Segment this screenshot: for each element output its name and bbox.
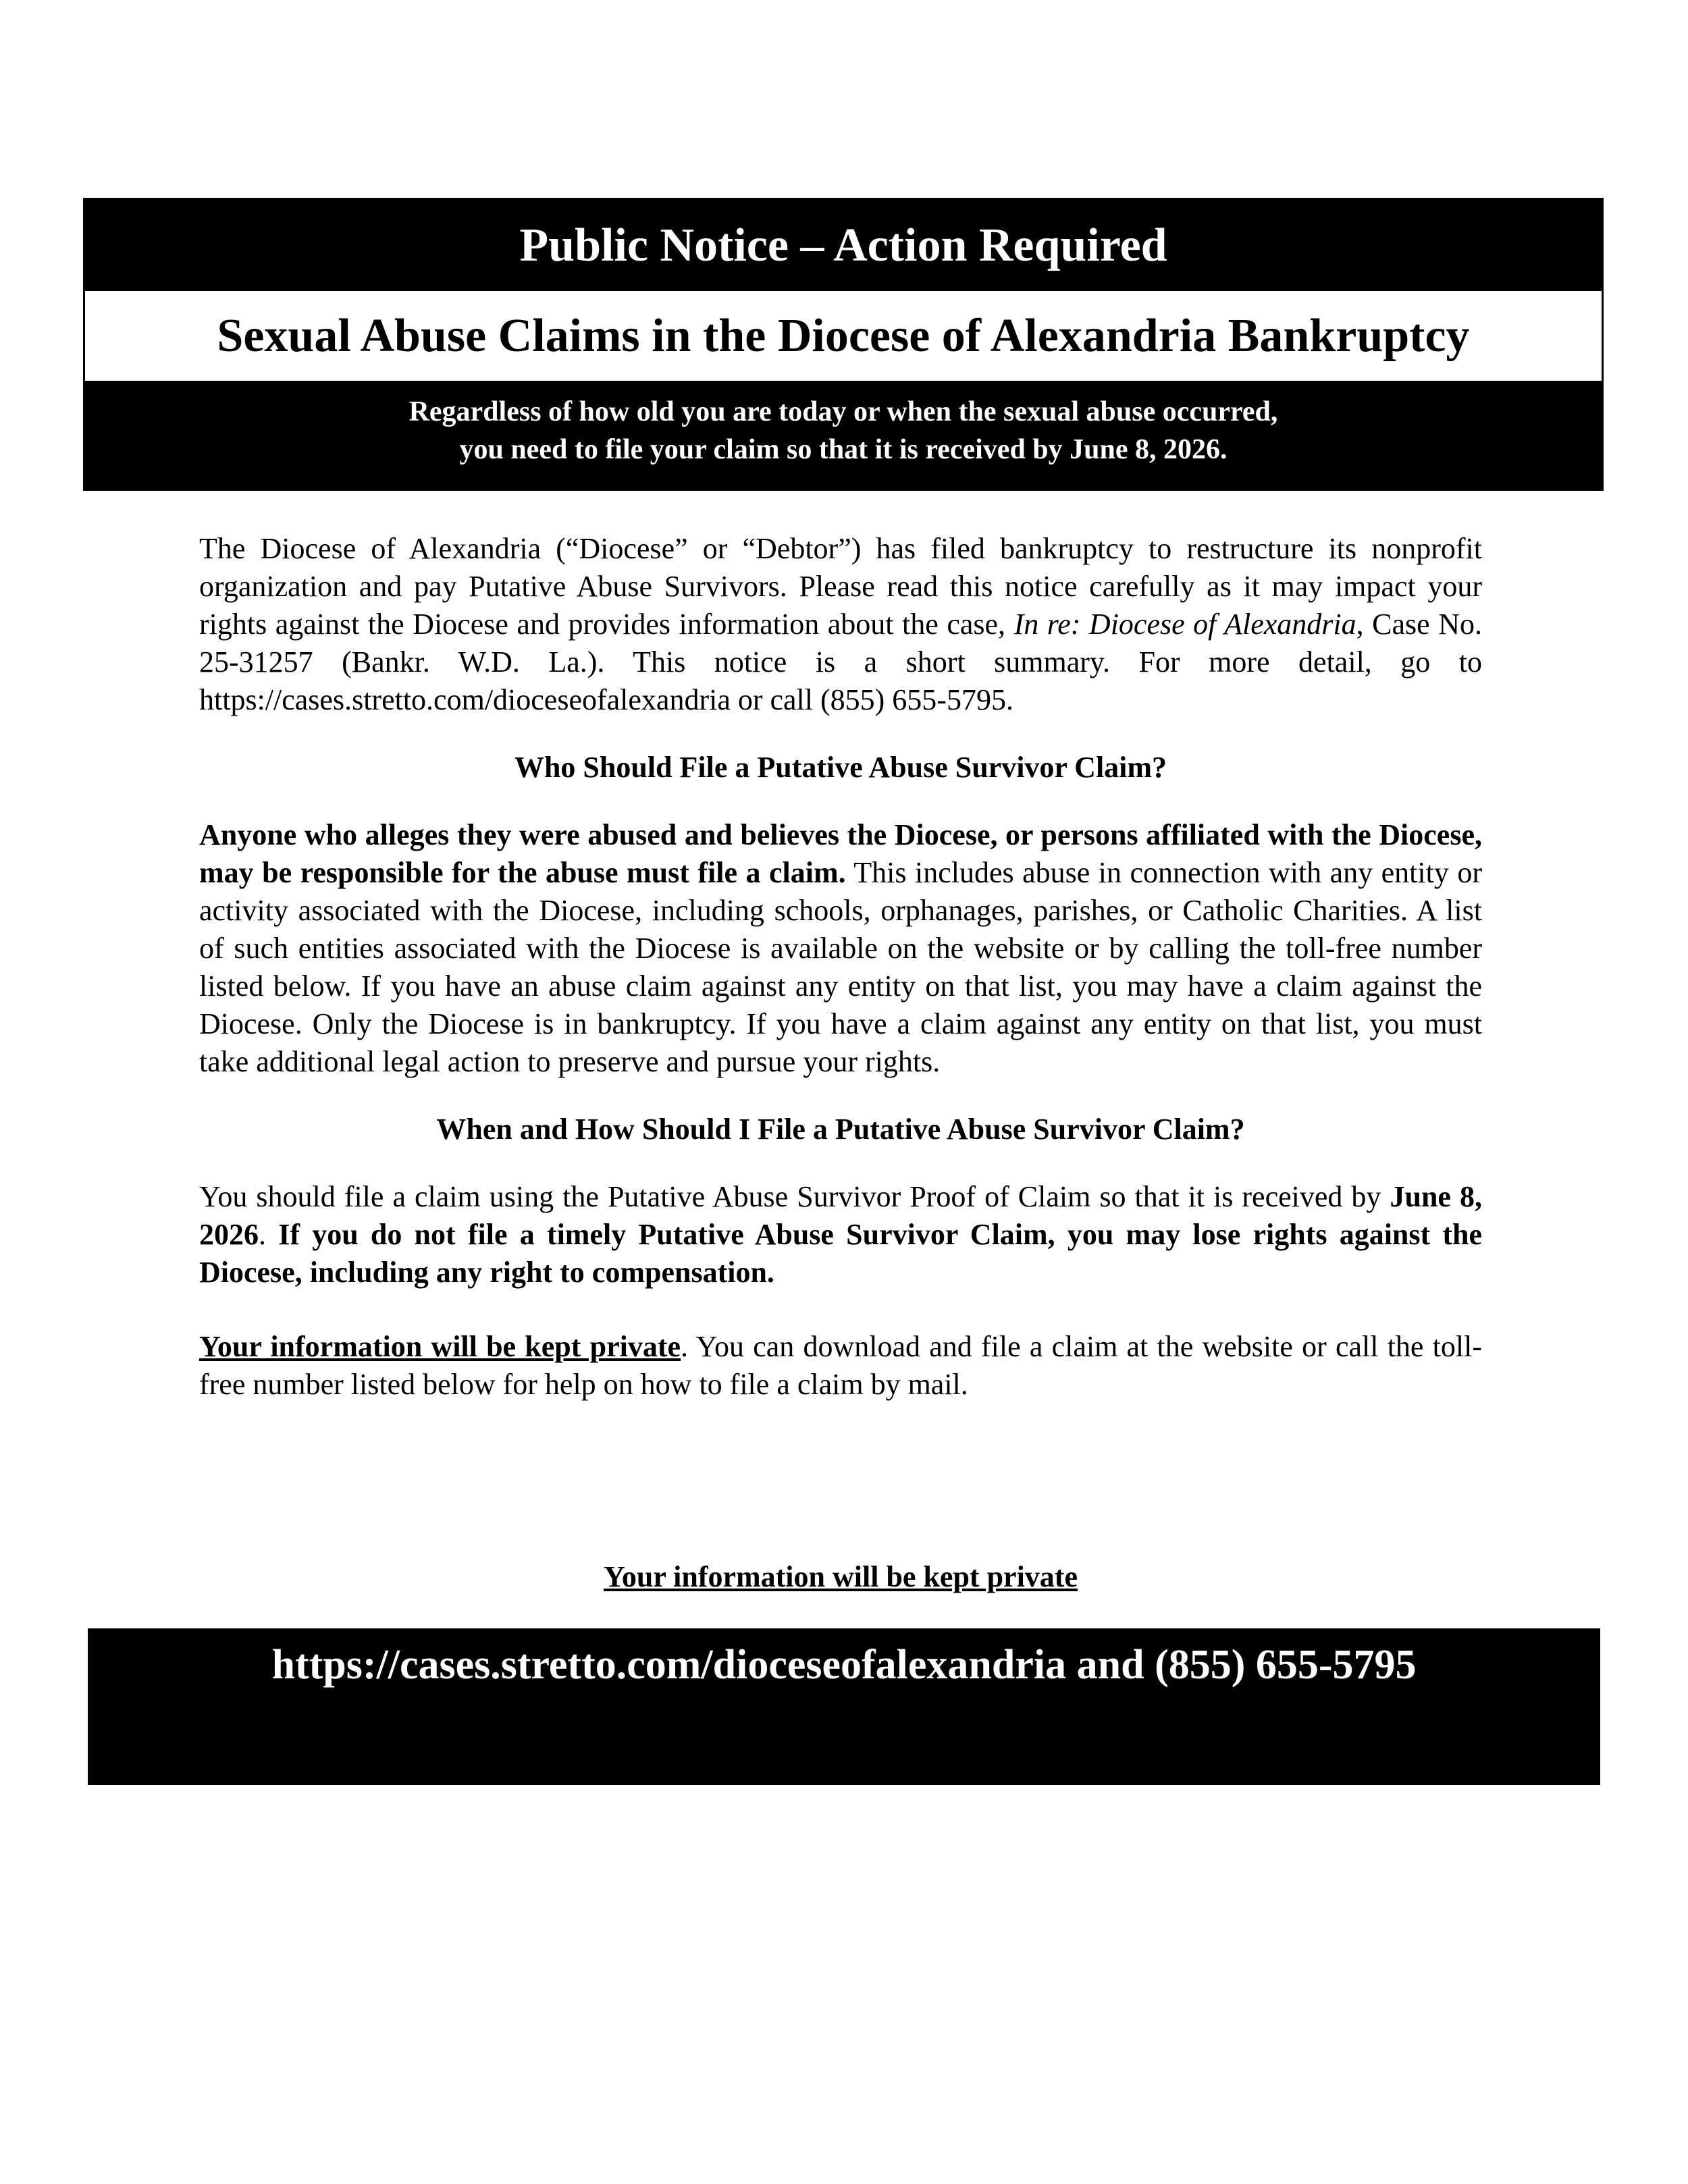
notice-title: Public Notice – Action Required (85, 200, 1602, 291)
late-claim-warning: If you do not file a timely Putative Abuse Survivor Claim, you may lose rights against the Diocese, including any right to compensation. (199, 1218, 1483, 1289)
privacy-statement: Your information will be kept private (199, 1330, 681, 1363)
deadline-line-2: you need to file your claim so that it is received by June 8, 2026. (459, 434, 1228, 465)
when-how-text-2: . (259, 1218, 279, 1251)
notice-subtitle: Sexual Abuse Claims in the Diocese of Alexandria Bankruptcy (85, 291, 1602, 381)
when-how-heading: When and How Should I File a Putative Abuse Survivor Claim? (436, 1113, 1245, 1146)
deadline-date: June 8, 2026 (199, 1180, 1482, 1251)
privacy-paragraph (199, 1328, 1482, 1404)
who-should-file-heading: Who Should File a Putative Abuse Survivor Claim? (514, 751, 1167, 784)
when-how-text-1: You should file a claim using the Putative Abuse Survivor Proof of Claim so that it is received by (199, 1180, 1390, 1213)
privacy-text: . You can download and file a claim at the website or call the toll-free number listed below for help on how to file a claim by mail. (199, 1330, 1482, 1401)
intro-text-2: , Case No. 25-31257 (Bankr. W.D. La.). This notice is a short summary. For more detail, go to https://cases.stretto.com/dioceseofalexandria or call (855) 655-5795. (199, 608, 1482, 716)
who-should-file-bold: Anyone who alleges they were abused and believes the Diocese, or persons affiliated with the Diocese, may be responsible for the abuse must file a claim. (199, 818, 1482, 889)
intro-paragraph (199, 530, 1482, 719)
contact-banner (88, 1628, 1600, 1785)
deadline-line-1: Regardless of how old you are today or when the sexual abuse occurred, (408, 396, 1278, 427)
notice-body (199, 530, 1482, 1404)
deadline-banner (85, 381, 1602, 489)
notice-header-box (83, 198, 1604, 491)
contact-info: https://cases.stretto.com/dioceseofalexandria and (855) 655-5795 (271, 1642, 1417, 1688)
case-name: In re: Diocese of Alexandria (1013, 608, 1356, 641)
privacy-callout: Your information will be kept private (604, 1560, 1078, 1593)
who-should-file-paragraph (199, 816, 1482, 1081)
intro-text-1: The Diocese of Alexandria (“Diocese” or “Debtor”) has filed bankruptcy to restructure its nonprofit organization and pay Putative Abuse Survivors. Please read this notice carefully as it may impact your rights against the Diocese and provides information about the case, (199, 532, 1482, 641)
who-should-file-text: This includes abuse in connection with any entity or activity associated with the Diocese, including schools, orphanages, parishes, or Catholic Charities. A list of such entities associated with the Diocese is available on the website or by calling the toll-free number listed below. If you have an abuse claim against any entity on that list, you may have a claim against the Diocese. Only the Diocese is in bankruptcy. If you have a claim against any entity on that list, you must take additional legal action to preserve and pursue your rights. (199, 856, 1482, 1078)
when-how-paragraph (199, 1178, 1482, 1291)
